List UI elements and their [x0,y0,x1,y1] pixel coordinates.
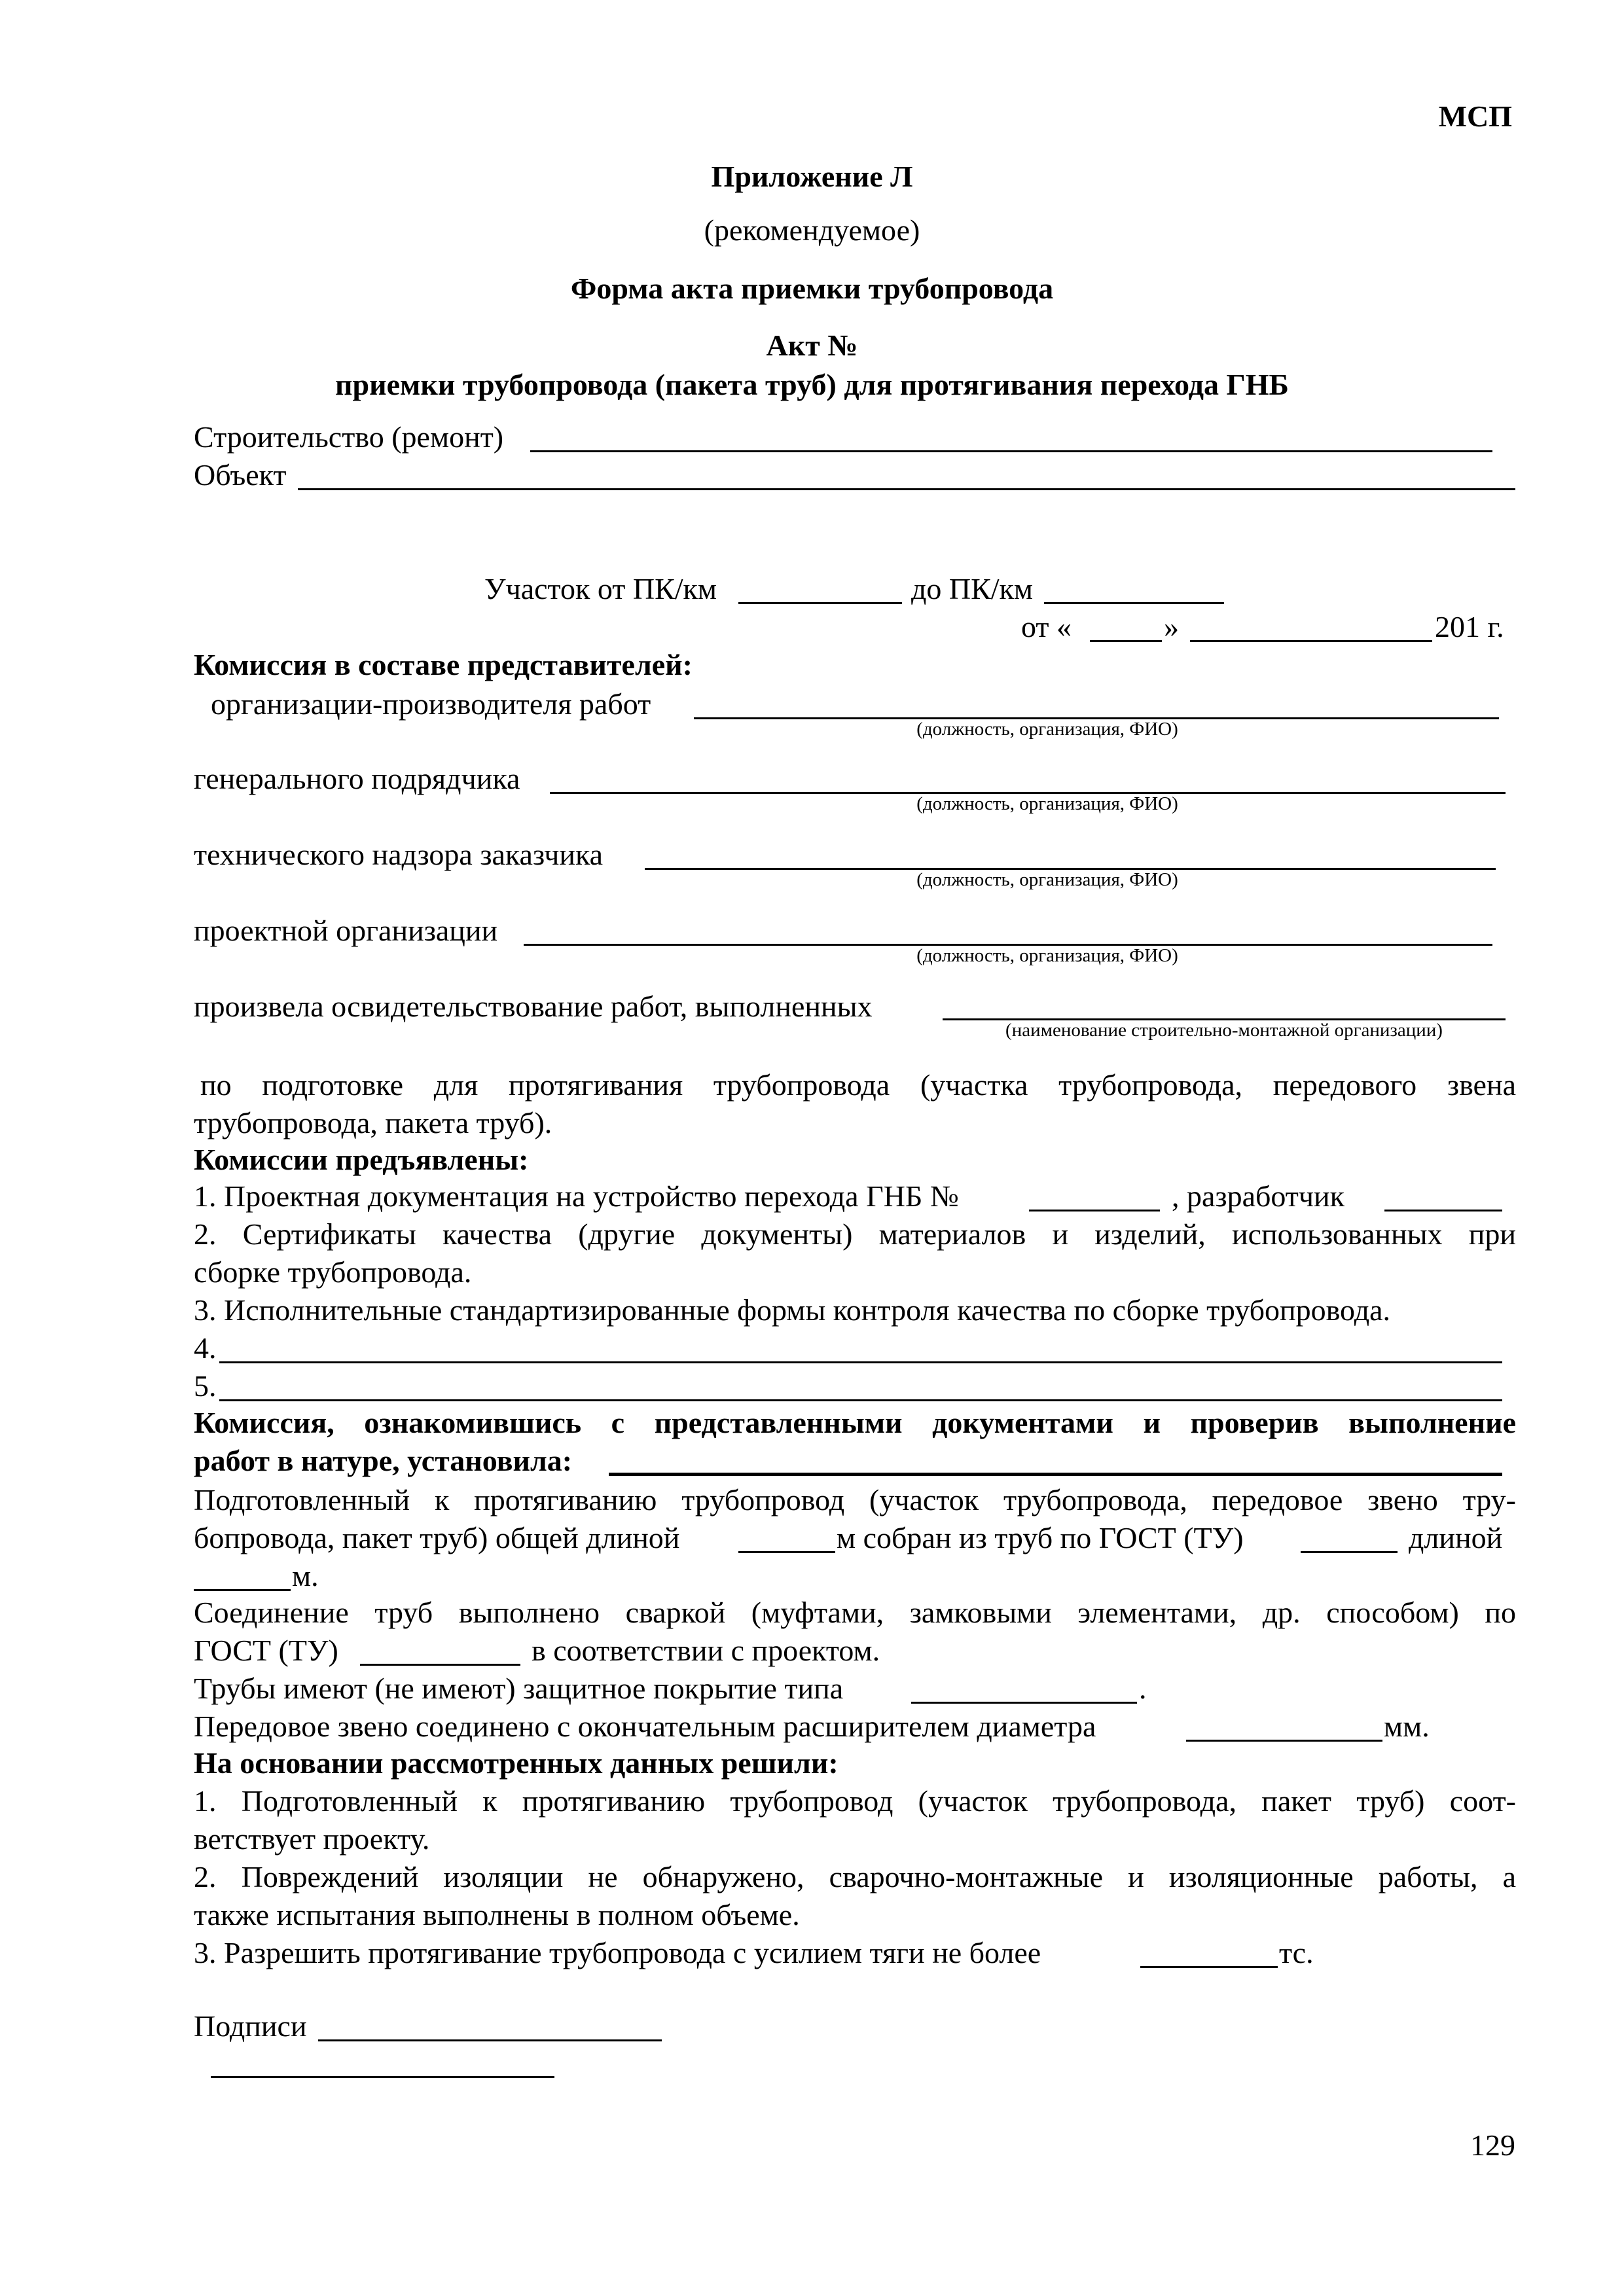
reamer-diameter-field[interactable] [1186,1740,1382,1742]
findings-p2-line-2a: ГОСТ (ТУ) [194,1634,338,1667]
presented-item-3: 3. Исполнительные стандартизированные формы контроля качества по сборке трубопровода. [194,1293,1391,1327]
presented-item-2-line-1: 2. Сертификаты качества (другие документы) материалов и изделий, использованных при [194,1217,1516,1251]
member-design-org-caption: (должность, организация, ФИО) [916,945,1178,966]
date-close-quote: » [1164,610,1179,643]
decision-2-line-2: также испытания выполнены в полном объеме. [194,1898,800,1931]
member-general-contractor-label: генерального подрядчика [194,762,520,795]
construction-field[interactable] [530,450,1492,452]
findings-p2-line-1: Соединение труб выполнено сваркой (муфтами, замковыми элементами, др. способом) по [194,1596,1516,1629]
commission-heading: Комиссия в составе представителей: [194,648,693,681]
decision-heading: На основании рассмотренных данных решили: [194,1746,839,1780]
construction-label: Строительство (ремонт) [194,420,504,454]
findings-p1-line-1: Подготовленный к протягиванию трубопровод (участок трубопровода, передовое звено тру- [194,1483,1516,1516]
section-from-field[interactable] [738,602,902,604]
findings-p3b: . [1139,1672,1147,1705]
findings-p1-line-2a: бопровода, пакет труб) общей длиной [194,1521,680,1554]
document-code: МСП [1438,99,1512,133]
member-contractor-label: организации-производителя работ [211,687,651,721]
act-number: Акт № [766,329,858,362]
section-from-label: Участок от ПК/км [484,572,717,605]
member-tech-supervision-caption: (должность, организация, ФИО) [916,869,1178,890]
object-label: Объект [194,458,287,492]
findings-heading-line-1: Комиссия, ознакомившись с представленными документами и проверив выполнение [194,1406,1516,1439]
member-general-contractor-caption: (должность, организация, ФИО) [916,793,1178,814]
presented-item-4-field[interactable] [219,1361,1502,1363]
member-tech-supervision-label: технического надзора заказчика [194,838,604,871]
presented-item-4: 4. [194,1331,217,1365]
purpose-line-1: по подготовке для протягивания трубопровода (участка трубопровода, передового звена [200,1068,1516,1102]
presented-item-5: 5. [194,1369,217,1403]
decision-3a: 3. Разрешить протягивание трубопровода с усилием тяги не более [194,1936,1041,1969]
purpose-line-2: трубопровода, пакета труб). [194,1106,552,1139]
date-year: 201 г. [1435,610,1504,643]
member-design-org-label: проектной организации [194,914,498,947]
presented-item-1a: 1. Проектная документация на устройство перехода ГНБ № [194,1179,959,1213]
act-subject: приемки трубопровода (пакета труб) для протягивания перехода ГНБ [335,368,1289,401]
member-contractor-caption: (должность, организация, ФИО) [916,719,1178,740]
findings-p2-line-2b: в соответствии с проектом. [532,1634,880,1667]
signature-line-2[interactable] [211,2076,554,2078]
findings-field[interactable] [609,1473,1502,1476]
signatures-label: Подписи [194,2009,307,2043]
appendix-title: Приложение Л [711,160,913,193]
findings-p1-line-2b: м собран из труб по ГОСТ (ТУ) [837,1521,1244,1554]
findings-p4a: Передовое звено соединено с окончательным расширителем диаметра [194,1710,1096,1743]
page-number: 129 [1470,2128,1515,2162]
decision-3b: тс. [1279,1936,1314,1969]
presented-item-5-field[interactable] [219,1399,1502,1401]
decision-1-line-1: 1. Подготовленный к протягиванию трубопровод (участок трубопровода, пакет труб) соот- [194,1784,1516,1818]
recommended-note: (рекомендуемое) [704,213,920,247]
pull-force-field[interactable] [1140,1966,1278,1968]
object-field[interactable] [298,488,1515,490]
presented-item-1b: , разработчик [1172,1179,1345,1213]
findings-p1-line-2c: длиной [1409,1521,1503,1554]
decision-1-line-2: ветствует проекту. [194,1822,430,1856]
signature-line-1[interactable] [318,2039,662,2041]
developer-field[interactable] [1384,1210,1502,1211]
presented-item-2-line-2: сборке трубопровода. [194,1255,472,1289]
findings-heading-line-2: работ в натуре, установила: [194,1444,573,1477]
date-from-label: от « [1021,610,1072,643]
joint-gost-field[interactable] [360,1664,520,1666]
pipe-length-field[interactable] [194,1589,291,1591]
findings-p3a: Трубы имеют (не имеют) защитное покрытие типа [194,1672,844,1705]
findings-p4b: мм. [1384,1710,1430,1743]
project-number-field[interactable] [1029,1210,1160,1211]
inspection-label: произвела освидетельствование работ, выполненных [194,990,873,1023]
total-length-field[interactable] [738,1551,835,1553]
decision-2-line-1: 2. Повреждений изоляции не обнаружено, сварочно-монтажные и изоляционные работы, а [194,1860,1516,1893]
section-to-field[interactable] [1044,602,1224,604]
findings-p1-line-3: м. [292,1559,319,1592]
form-title: Форма акта приемки трубопровода [570,272,1054,305]
coating-type-field[interactable] [911,1702,1137,1704]
pipe-gost-field[interactable] [1301,1551,1398,1553]
presented-heading: Комиссии предъявлены: [194,1143,529,1176]
inspection-org-caption: (наименование строительно-монтажной организации) [1005,1020,1443,1041]
date-month-field[interactable] [1190,640,1432,642]
section-to-label: до ПК/км [911,572,1034,605]
date-day-field[interactable] [1090,640,1162,642]
